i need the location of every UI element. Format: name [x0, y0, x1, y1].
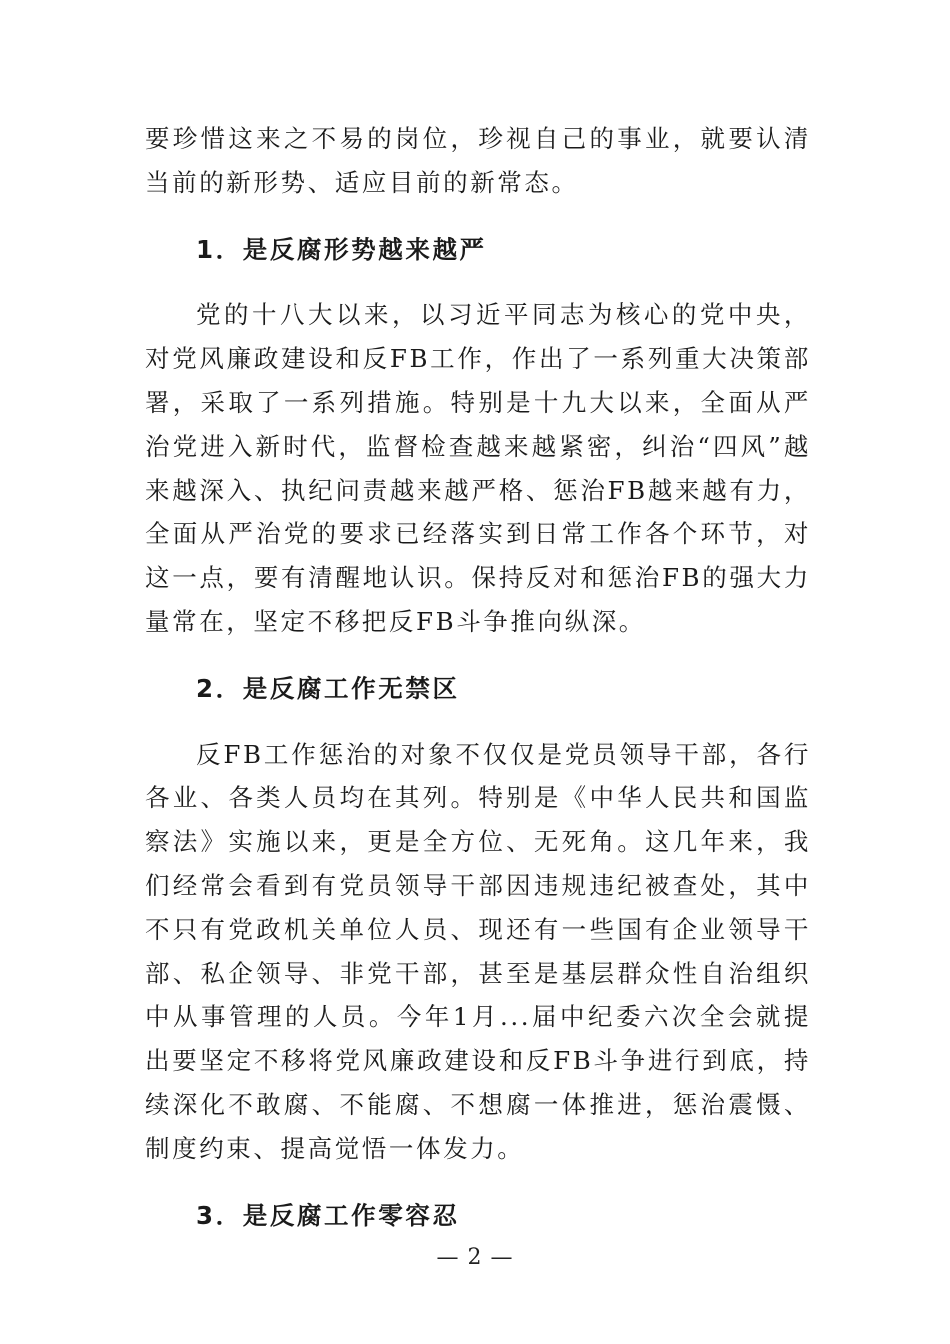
section-body-1: 党的十八大以来，以习近平同志为核心的党中央，对党风廉政建设和反FB工作，作出了一系列重大决策部署，采取了一系列措施。特别是十九大以来，全面从严治党进入新时代，监督检查越来越紧密，纠治“四风”越来越深入、执纪问责越来越严格、惩治FB越来越有力，全面从严治党的要求已经落实到日常工作各个环节，对这一点，要有清醒地认识。保持反对和惩治FB的强大力量常在，坚定不移把反FB斗争推向纵深。: [145, 300, 811, 636]
section-heading-2: 2．是反腐工作无禁区: [196, 673, 460, 703]
intro-paragraph: 要珍惜这来之不易的岗位，珍视自己的事业，就要认清当前的新形势、适应目前的新常态。: [145, 124, 811, 197]
section-body-2: 反FB工作惩治的对象不仅仅是党员领导干部，各行各业、各类人员均在其列。特别是《中华人民共和国监察法》实施以来，更是全方位、无死角。这几年来，我们经常会看到有党员领导干部因违规违纪被查处，其中不只有党政机关单位人员、现还有一些国有企业领导干部、私企领导、非党干部，甚至是基层群众性自治组织中从事管理的人员。今年1月...届中纪委六次全会就提出要坚定不移将党风廉政建设和反FB斗争进行到底，持续深化不敢腐、不能腐、不想腐一体推进，惩治震慑、制度约束、提高觉悟一体发力。: [145, 739, 811, 1163]
section-heading-3: 3．是反腐工作零容忍: [196, 1200, 460, 1230]
section-heading-1: 1．是反腐形势越来越严: [196, 234, 487, 264]
page-number: — 2 —: [436, 1245, 514, 1270]
document-body: [145, 117, 811, 1259]
